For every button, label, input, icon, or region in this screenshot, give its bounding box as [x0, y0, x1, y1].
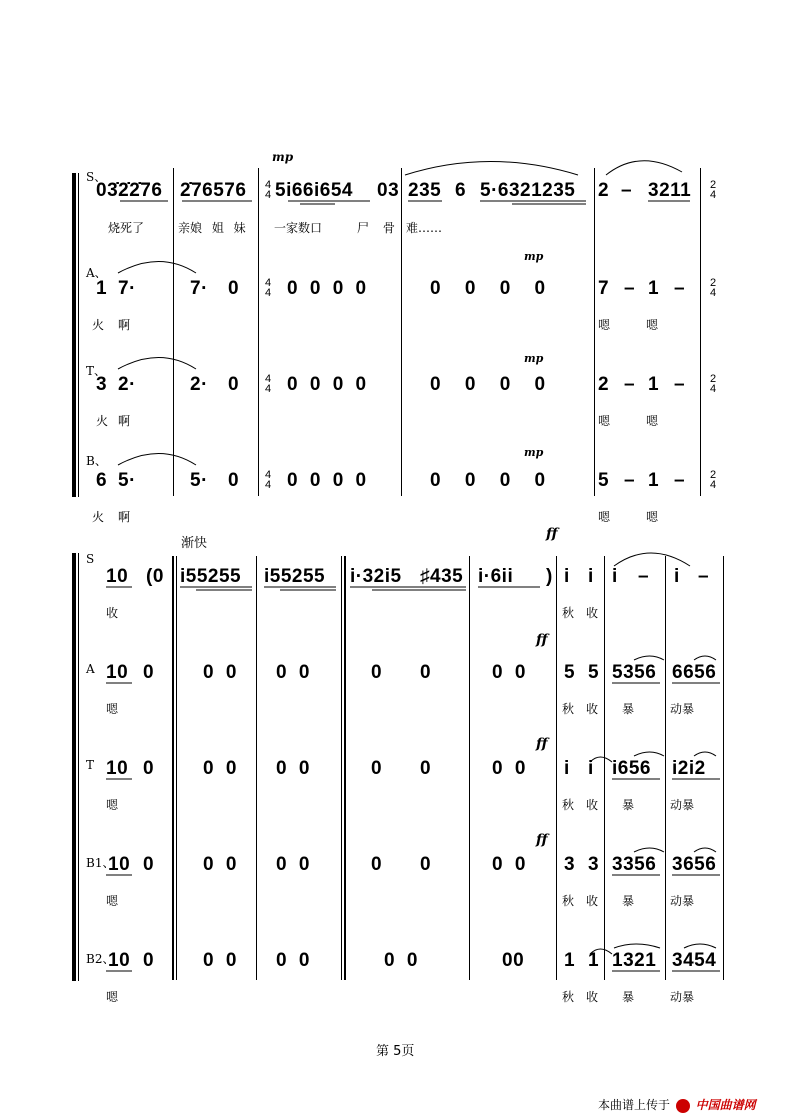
part-label-tenor: T、 — [86, 364, 107, 378]
tenor-rest: 0 — [371, 758, 383, 779]
bass2-note: 1 — [564, 950, 576, 971]
bass2-rests: 0 0 — [203, 950, 237, 971]
tenor-lyric: 秋 — [562, 798, 575, 812]
part-label-bass: B、 — [86, 454, 107, 468]
soprano-measure: ♯435 — [420, 566, 464, 587]
bass1-lyric: 收 — [586, 894, 599, 908]
alto-rests: 0 0 — [203, 662, 237, 683]
tenor-lyric: 暴 — [622, 798, 635, 812]
soprano-measure-4b: 6 — [455, 180, 467, 201]
alto-lyric: 嗯 — [106, 702, 119, 716]
bass-note: – — [674, 470, 686, 491]
bass-lyric: 啊 — [118, 510, 131, 524]
soprano-note: i — [612, 566, 618, 587]
alto-note: 0 — [228, 278, 240, 299]
alto-note: 5 — [564, 662, 576, 683]
alto-note: 7· — [190, 278, 208, 299]
alto-note: – — [674, 278, 686, 299]
watermark-logo: 中国曲谱网 — [695, 1098, 756, 1112]
part-label-tenor: T — [86, 758, 95, 772]
tenor-lyric: 嗯 — [106, 798, 119, 812]
alto-note: 0 — [143, 662, 155, 683]
bass-rests: 0 0 0 0 — [430, 470, 546, 491]
alto-rest: 0 — [420, 662, 432, 683]
bass2-lyric: 暴 — [622, 990, 635, 1004]
bass-note: 5· — [118, 470, 136, 491]
time-signature-2-4: 2 4 — [709, 469, 717, 491]
tenor-note: – — [624, 374, 636, 395]
bass-note: 6 — [96, 470, 108, 491]
soprano-note: 10 — [106, 566, 129, 587]
dynamic-ff: ff — [546, 526, 558, 542]
soprano-lyric: 烧死了 — [108, 221, 145, 235]
part-label-alto: A、 — [86, 266, 107, 280]
dynamic-mp: mp — [272, 150, 294, 164]
page-number: 第 5页 — [376, 1044, 415, 1059]
bass1-note: 0 — [143, 854, 155, 875]
bass2-note: 3454 — [672, 950, 717, 971]
tenor-lyric: 嗯 — [646, 414, 659, 428]
dynamic-mp: mp — [524, 446, 544, 459]
bass1-note: 10 — [108, 854, 131, 875]
soprano-note: i — [564, 566, 570, 587]
alto-note: 10 — [106, 662, 129, 683]
bass1-rests: 0 0 — [492, 854, 526, 875]
bass-note: 0 — [228, 470, 240, 491]
alto-rests: 0 0 0 0 — [430, 278, 546, 299]
bass1-note: 3656 — [672, 854, 717, 875]
soprano-lyric: 尸 骨 — [357, 221, 395, 235]
soprano-note: ) — [546, 566, 553, 587]
bass2-rests: 0 0 — [384, 950, 418, 971]
alto-lyric: 秋 — [562, 702, 575, 716]
soprano-measure: i·6ii — [478, 566, 514, 587]
bass2-rests: 0 0 — [276, 950, 310, 971]
bass2-lyric: 动暴 — [670, 990, 695, 1004]
alto-lyric: 暴 — [622, 702, 635, 716]
alto-note: 5356 — [612, 662, 657, 683]
bass1-note: 3 — [588, 854, 600, 875]
bass1-note: 3 — [564, 854, 576, 875]
bass-note: 1 — [648, 470, 660, 491]
tempo-mark: 渐快 — [181, 536, 208, 551]
tenor-lyric: 火 — [96, 414, 109, 428]
alto-lyric: 动暴 — [670, 702, 695, 716]
alto-rests: 0 0 0 0 — [287, 278, 367, 299]
bass1-rest: 0 — [420, 854, 432, 875]
soprano-note: – — [698, 566, 710, 587]
alto-note: 1 — [648, 278, 660, 299]
soprano-measure-4a: 235 — [408, 180, 442, 201]
bass2-note: 1 — [588, 950, 600, 971]
tenor-note: 10 — [106, 758, 129, 779]
bass-note: 5 — [598, 470, 610, 491]
tenor-note: – — [674, 374, 686, 395]
soprano-measure-3: 5i66i654 — [275, 180, 353, 201]
soprano-measure-1: 03̇2̇2̇76 — [96, 180, 163, 201]
dynamic-ff: ff — [536, 632, 548, 648]
alto-note: 7 — [598, 278, 610, 299]
bass1-lyric: 动暴 — [670, 894, 695, 908]
bass2-note: 1321 — [612, 950, 657, 971]
tenor-note: i656 — [612, 758, 651, 779]
alto-note: – — [624, 278, 636, 299]
bass1-note: 3356 — [612, 854, 657, 875]
alto-note: 5 — [588, 662, 600, 683]
dynamic-mp: mp — [524, 250, 544, 263]
bass-rests: 0 0 0 0 — [287, 470, 367, 491]
bass2-lyric: 嗯 — [106, 990, 119, 1004]
tenor-note: 2· — [190, 374, 208, 395]
alto-rest: 0 — [371, 662, 383, 683]
part-label-alto: A — [86, 662, 95, 676]
dynamic-ff: ff — [536, 736, 548, 752]
soprano-lyric: 收 — [106, 606, 119, 620]
dynamic-mp: mp — [524, 352, 544, 365]
bass-note: 5· — [190, 470, 208, 491]
soprano-lyric: 亲娘 姐 妹 — [178, 221, 246, 235]
tenor-rests: 0 0 0 0 — [430, 374, 546, 395]
alto-lyric: 收 — [586, 702, 599, 716]
soprano-measure-5b: – — [621, 180, 633, 201]
soprano-measure-5a: 2 — [598, 180, 610, 201]
tenor-note: 1 — [648, 374, 660, 395]
tenor-rests: 0 0 — [203, 758, 237, 779]
tenor-lyric: 收 — [586, 798, 599, 812]
time-signature-2-4: 2 4 — [709, 277, 717, 299]
bass1-rests: 0 0 — [203, 854, 237, 875]
bass1-rests: 0 0 — [276, 854, 310, 875]
alto-note: 6656 — [672, 662, 717, 683]
soprano-measure-4c: 5·6321235 — [480, 180, 576, 201]
tenor-note: 2 — [598, 374, 610, 395]
tenor-note: i — [588, 758, 594, 779]
soprano-measure-5c: 3211 — [648, 180, 692, 201]
soprano-note: – — [638, 566, 650, 587]
part-label-soprano: S、 — [86, 170, 107, 184]
tenor-note: 3 — [96, 374, 108, 395]
part-label-soprano: S — [86, 552, 95, 566]
alto-lyric: 啊 — [118, 318, 131, 332]
tenor-lyric: 嗯 — [598, 414, 611, 428]
dynamic-ff: ff — [536, 832, 548, 848]
bass-note: – — [624, 470, 636, 491]
soprano-lyric: 一家数口 — [274, 221, 323, 235]
part-label-bass2: B2、 — [86, 952, 115, 966]
soprano-note: i — [588, 566, 594, 587]
time-signature-4-4: 4 4 — [264, 373, 272, 395]
time-signature-4-4: 4 4 — [264, 469, 272, 491]
upload-watermark — [598, 1096, 756, 1113]
bass-lyric: 嗯 — [598, 510, 611, 524]
tenor-note: 0 — [143, 758, 155, 779]
tenor-lyric: 动暴 — [670, 798, 695, 812]
soprano-note: i — [674, 566, 680, 587]
alto-note: 7· — [118, 278, 136, 299]
soprano-lyric: 难…… — [406, 221, 443, 235]
soprano-measure: i·32i5 — [350, 566, 402, 587]
site-logo-icon — [676, 1099, 690, 1113]
tenor-note: i — [564, 758, 570, 779]
bass-lyric: 火 — [92, 510, 105, 524]
tenor-rest: 0 — [420, 758, 432, 779]
time-signature-4-4: 4 4 — [264, 277, 272, 299]
tenor-note: 2· — [118, 374, 136, 395]
bass1-lyric: 暴 — [622, 894, 635, 908]
soprano-measure-2: 2̇76576 — [180, 180, 247, 201]
alto-lyric: 嗯 — [598, 318, 611, 332]
bass2-rests: 00 — [502, 950, 525, 971]
tenor-rests: 0 0 — [492, 758, 526, 779]
alto-lyric: 火 — [92, 318, 105, 332]
soprano-measure-3b: 03 — [377, 180, 400, 201]
bass2-lyric: 秋 — [562, 990, 575, 1004]
bass1-rest: 0 — [371, 854, 383, 875]
tenor-note: i2i2 — [672, 758, 706, 779]
tenor-rests: 0 0 — [276, 758, 310, 779]
tenor-lyric: 啊 — [118, 414, 131, 428]
soprano-note: (0 — [146, 566, 164, 587]
alto-lyric: 嗯 — [646, 318, 659, 332]
soprano-measure: i55255 — [180, 566, 242, 587]
bass1-lyric: 秋 — [562, 894, 575, 908]
soprano-lyric: 收 — [586, 606, 599, 620]
soprano-lyric: 秋 — [562, 606, 575, 620]
soprano-measure: i55255 — [264, 566, 326, 587]
time-signature-2-4: 2 4 — [709, 179, 717, 201]
bass-lyric: 嗯 — [646, 510, 659, 524]
bass2-lyric: 收 — [586, 990, 599, 1004]
bass2-note: 0 — [143, 950, 155, 971]
tenor-rests: 0 0 0 0 — [287, 374, 367, 395]
alto-note: 1 — [96, 278, 108, 299]
bass1-lyric: 嗯 — [106, 894, 119, 908]
alto-rests: 0 0 — [276, 662, 310, 683]
time-signature-4-4: 4 4 — [264, 179, 272, 201]
tenor-note: 0 — [228, 374, 240, 395]
bass2-note: 10 — [108, 950, 131, 971]
time-signature-2-4: 2 4 — [709, 373, 717, 395]
part-label-bass1: B1、 — [86, 856, 115, 870]
watermark-text: 本曲谱上传于 — [598, 1098, 671, 1112]
alto-rests: 0 0 — [492, 662, 526, 683]
